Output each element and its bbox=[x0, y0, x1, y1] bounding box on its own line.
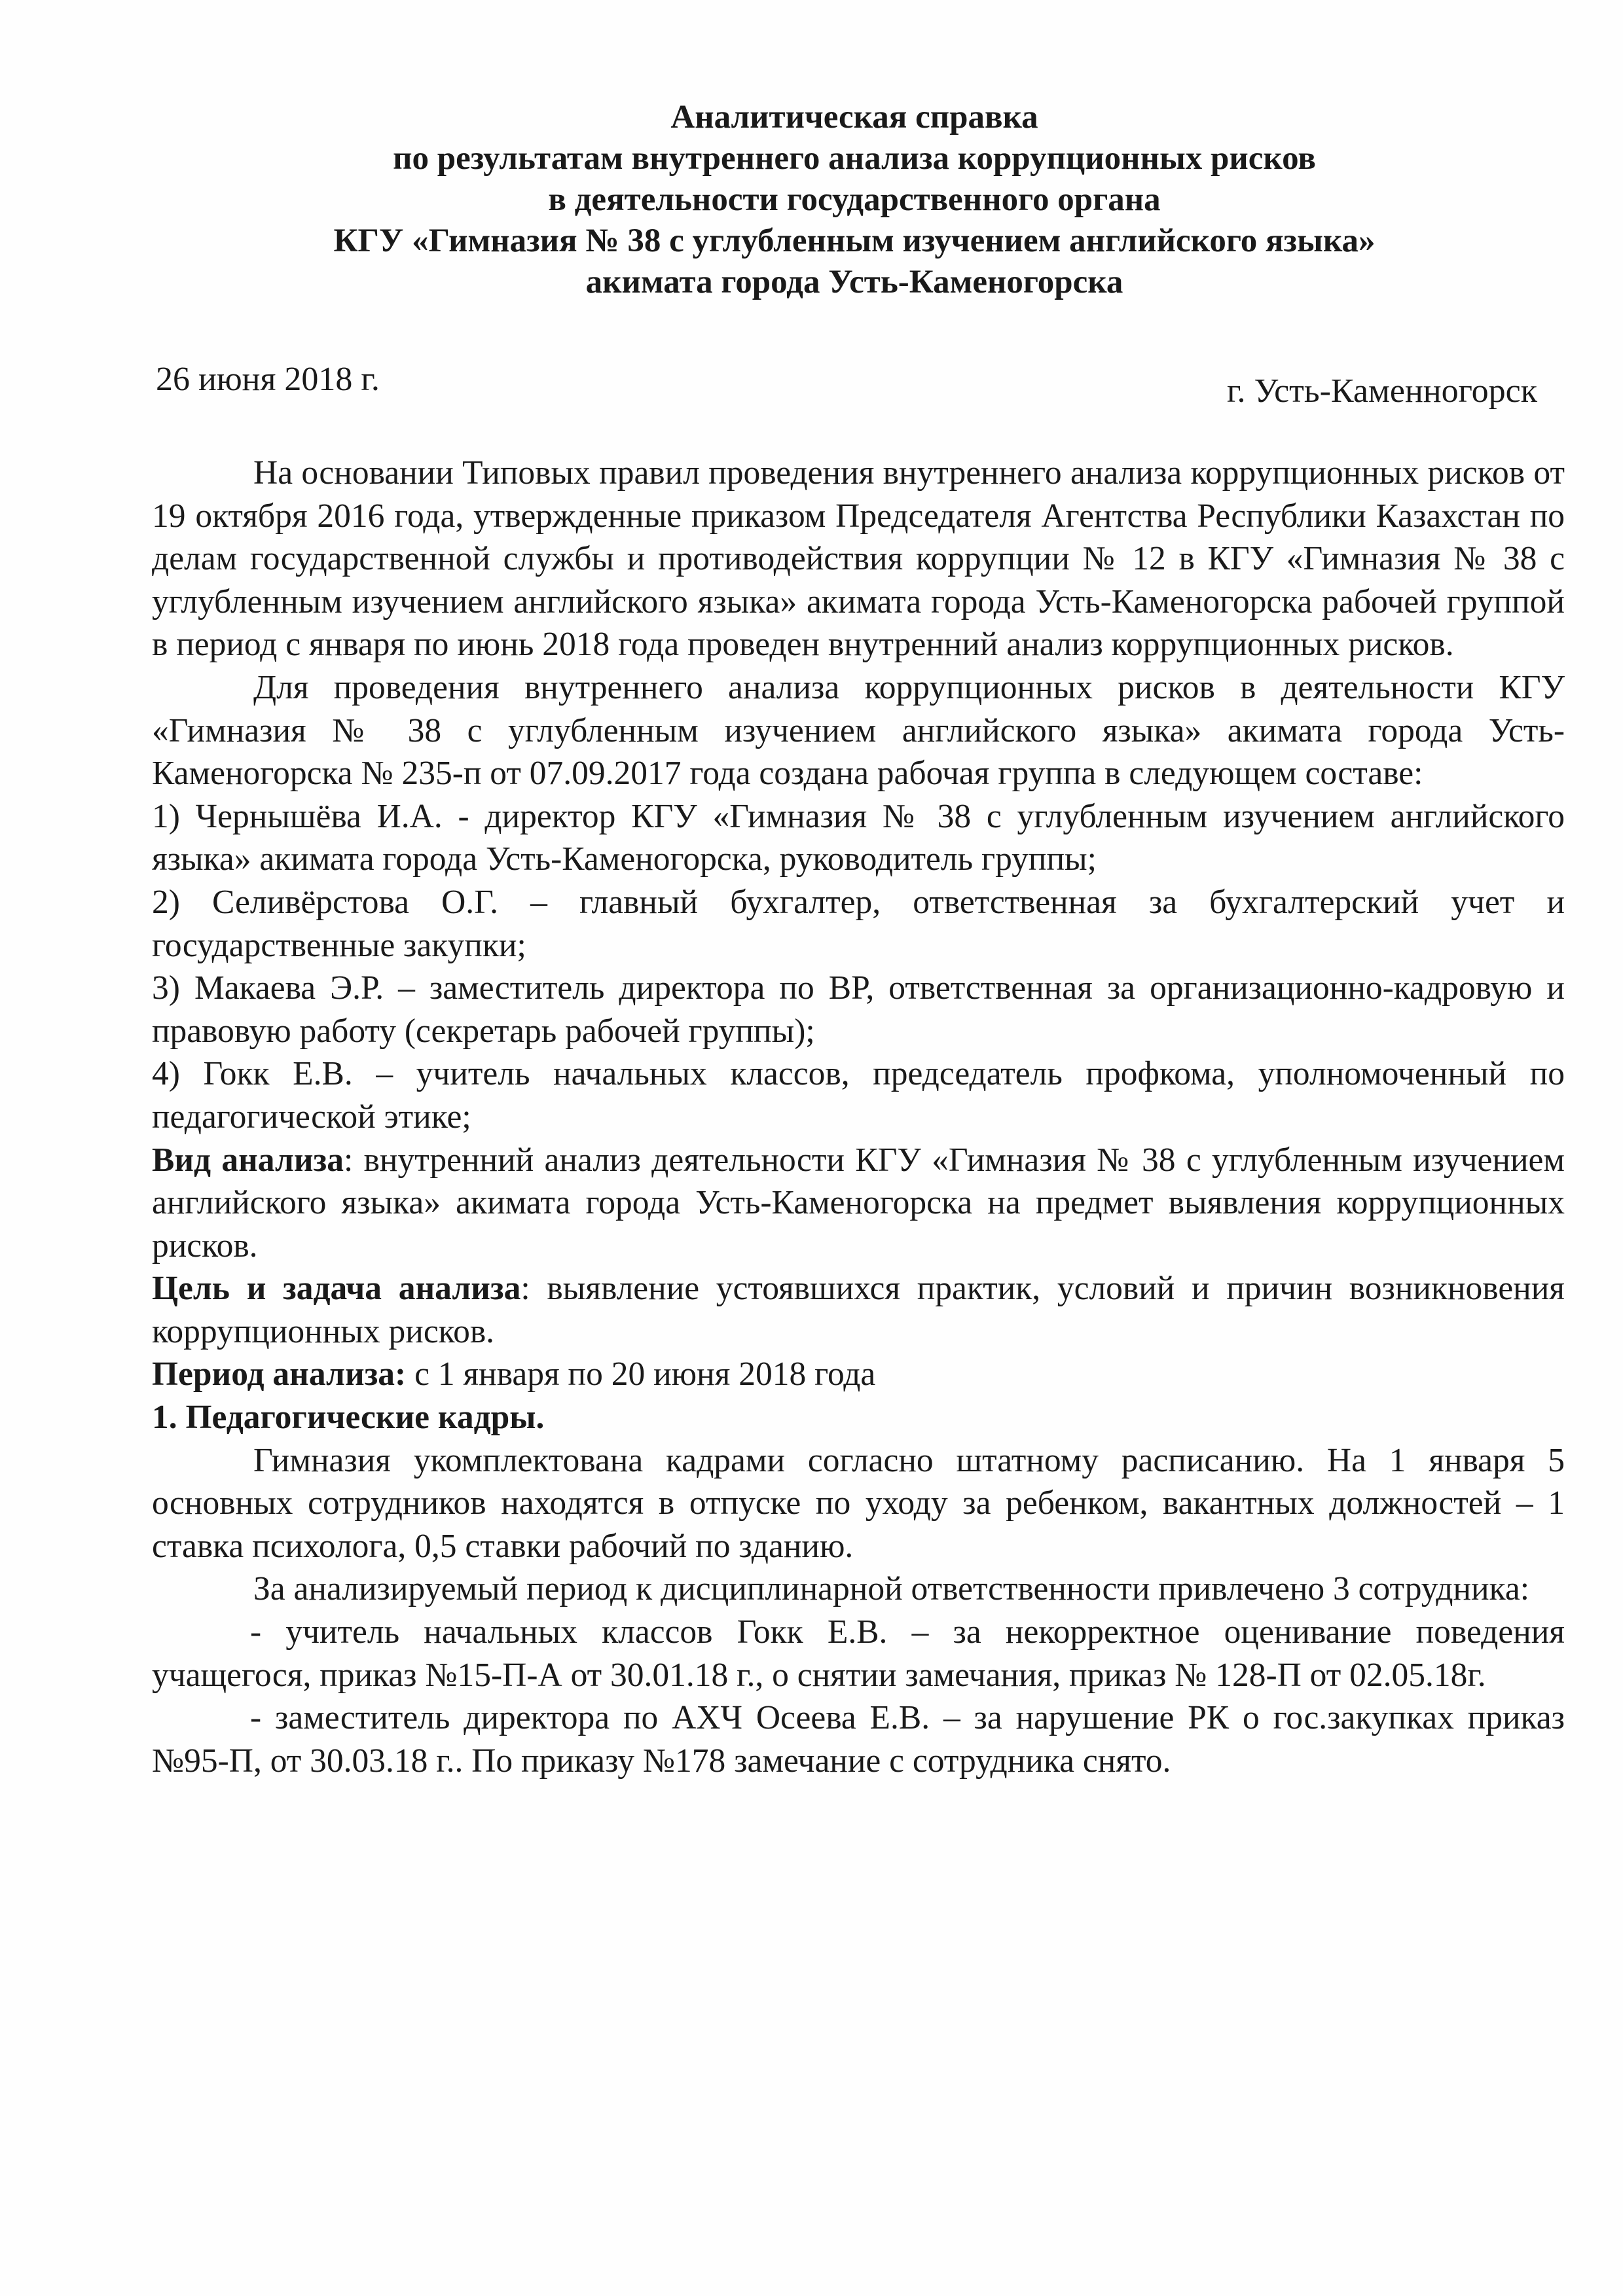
document-date: 26 июня 2018 г. bbox=[156, 361, 380, 398]
paragraph-disciplinary: За анализируемый период к дисциплинарной ответственности привлечено 3 сотрудника: bbox=[253, 1570, 1530, 1608]
title-line-3: в деятельности государственного органа bbox=[548, 181, 1161, 218]
analysis-goal bbox=[152, 1267, 1565, 1353]
analysis-type bbox=[152, 1139, 1565, 1268]
paragraph-working-group: Для проведения внутреннего анализа коррупционных рисков в деятельности КГУ «Гимназия № 38 с углубленным изучением английского языка» акимата города Усть-Каменогорска № 235-п от 07.09.2017 года создана рабочая группа в следующем составе: bbox=[152, 668, 1565, 793]
analysis-period bbox=[152, 1353, 1565, 1396]
section-heading: 1. Педагогические кадры. bbox=[152, 1399, 545, 1437]
analysis-type-text: : внутренний анализ деятельности КГУ «Гимназия № 38 с углубленным изучением английского языка» акимата города Усть-Каменогорска на предмет выявления коррупционных рисков. bbox=[152, 1141, 1565, 1265]
paragraph-staffing: Гимназия укомплектована кадрами согласно штатному расписанию. На 1 января 5 основных сотрудников находятся в отпуске по уходу за ребенком, вакантных должностей – 1 ставка психолога, 0,5 ставки рабочий по зданию. bbox=[152, 1441, 1565, 1565]
analysis-period-text: с 1 января по 20 июня 2018 года bbox=[406, 1355, 876, 1393]
title-line-2: по результатам внутреннего анализа коррупционных рисков bbox=[393, 140, 1316, 177]
member-item: 1) Чернышёва И.А. - директор КГУ «Гимназия № 38 с углубленным изучением английского языка» акимата города Усть-Каменогорска, руководитель группы; bbox=[152, 797, 1565, 878]
analysis-goal-label: Цель и задача анализа bbox=[152, 1270, 521, 1308]
disciplinary-item: - учитель начальных классов Гокк Е.В. – за некорректное оценивание поведения учащегося, приказ №15-П-А от 30.01.18 г., о снятии замечания, приказ № 128-П от 02.05.18г. bbox=[152, 1613, 1565, 1694]
document-title bbox=[151, 97, 1558, 303]
disciplinary-item: - заместитель директора по АХЧ Осеева Е.В. – за нарушение РК о гос.закупках приказ №95-П, от 30.03.18 г.. По приказу №178 замечание с сотрудника снято. bbox=[152, 1699, 1565, 1780]
paragraph-basis: На основании Типовых правил проведения внутреннего анализа коррупционных рисков от 19 октября 2016 года, утвержденные приказом Председателя Агентства Республики Казахстан по делам государственной службы и противодействия коррупции № 12 в КГУ «Гимназия № 38 с углубленным изучением английского языка» акимата города Усть-Каменогорска рабочей группой в период с января по июнь 2018 года проведен внутренний анализ коррупционных рисков. bbox=[152, 454, 1565, 664]
document-city: г. Усть-Каменногорск bbox=[1227, 372, 1537, 410]
member-item: 4) Гокк Е.В. – учитель начальных классов, председатель профкома, уполномоченный по педагогической этике; bbox=[152, 1055, 1565, 1136]
analysis-type-label: Вид анализа bbox=[152, 1141, 344, 1179]
document-body bbox=[152, 452, 1565, 1782]
member-item: 2) Селивёрстова О.Г. – главный бухгалтер, ответственная за бухгалтерский учет и государственные закупки; bbox=[152, 883, 1565, 964]
analysis-goal-text: : выявление устоявшихся практик, условий и причин возникновения коррупционных рисков. bbox=[152, 1270, 1565, 1350]
title-line-4: КГУ «Гимназия № 38 с углубленным изучением английского языка» bbox=[333, 223, 1376, 259]
title-line-5: акимата города Усть-Каменогорска bbox=[585, 264, 1123, 300]
analysis-period-label: Период анализа: bbox=[152, 1355, 407, 1393]
title-line-1: Аналитическая справка bbox=[670, 99, 1038, 135]
member-item: 3) Макаева Э.Р. – заместитель директора по ВР, ответственная за организационно-кадровую и правовую работу (секретарь рабочей группы); bbox=[152, 969, 1565, 1050]
